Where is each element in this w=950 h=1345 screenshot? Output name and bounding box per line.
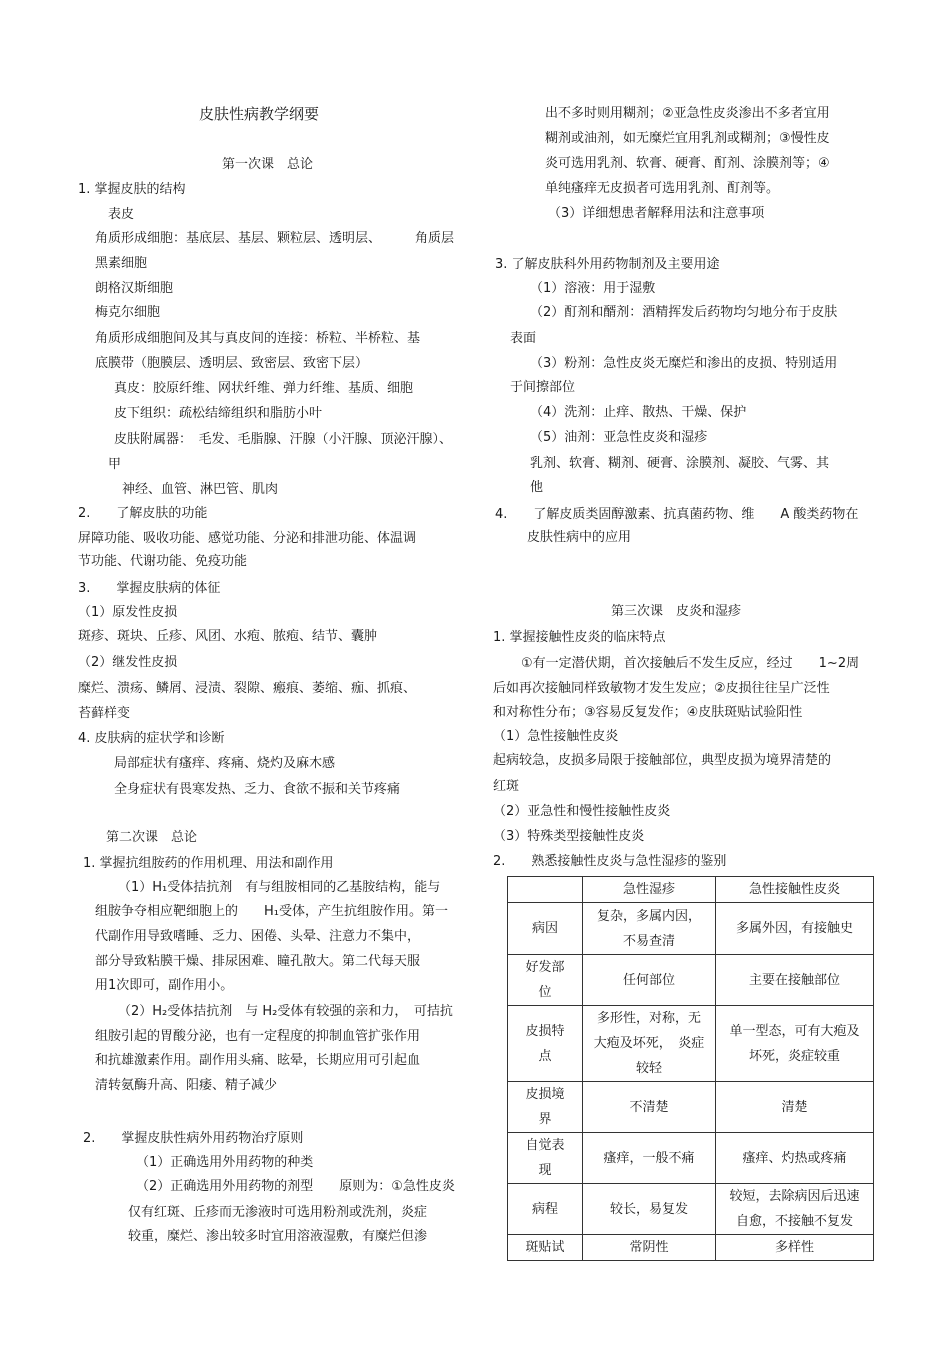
text-line: 3. 了解皮肤科外用药物制剂及主要用途 bbox=[495, 257, 720, 272]
text-line: 2. 熟悉接触性皮炎与急性湿疹的鉴别 bbox=[493, 854, 727, 869]
text-line: 1. 掌握皮肤的结构 bbox=[78, 182, 186, 197]
text-line: 斑疹、斑块、丘疹、风团、水疱、脓疱、结节、囊肿 bbox=[78, 629, 378, 644]
text-line: （2）亚急性和慢性接触性皮炎 bbox=[493, 804, 671, 819]
section-heading: 第一次课 总论 bbox=[222, 157, 314, 172]
text-line: 角质形成细胞：基底层、基层、颗粒层、透明层、 bbox=[95, 231, 382, 246]
table-cell: 复杂，多属内因， 不易查清 bbox=[583, 903, 716, 955]
text-line: 梅克尔细胞 bbox=[95, 305, 161, 320]
table-cell: 不清楚 bbox=[583, 1082, 716, 1133]
text-line: （1）急性接触性皮炎 bbox=[493, 729, 619, 744]
text-line: 皮肤附属器： 毛发、毛脂腺、汗腺（小汗腺、顶泌汗腺）、 bbox=[114, 432, 453, 447]
text-line: 角质层 bbox=[415, 231, 455, 246]
text-line: 较重，糜烂、渗出较多时宜用溶液湿敷，有糜烂但渗 bbox=[128, 1229, 428, 1244]
table-cell: 单一型态，可有大疱及 坏死，炎症较重 bbox=[716, 1006, 874, 1082]
text-line: （3）详细想患者解释用法和注意事项 bbox=[548, 206, 765, 221]
table-cell: 瘙痒、灼热或疼痛 bbox=[716, 1133, 874, 1184]
text-line: 出不多时则用糊剂；②亚急性皮炎渗出不多者宜用 bbox=[545, 106, 830, 121]
table-row bbox=[508, 1184, 874, 1235]
table-row-label: 病因 bbox=[508, 903, 583, 955]
text-line: （1）正确选用外用药物的种类 bbox=[136, 1155, 314, 1170]
text-line: （2）H₂受体拮抗剂 与 H₂受体有较强的亲和力， 可拮抗 bbox=[118, 1004, 453, 1019]
table-row bbox=[508, 955, 874, 1006]
text-line: （1）溶液：用于湿敷 bbox=[530, 281, 656, 296]
table-cell: 多样性 bbox=[716, 1235, 874, 1261]
text-line: 节功能、代谢功能、免疫功能 bbox=[78, 554, 248, 569]
text-line: （3）特殊类型接触性皮炎 bbox=[493, 829, 645, 844]
text-line: 后如再次接触同样致敏物才发生发应；②皮损往往呈广泛性 bbox=[493, 681, 830, 696]
table-row-label: 自觉表 现 bbox=[508, 1133, 583, 1184]
text-line: 乳剂、软膏、糊剂、硬膏、涂膜剂、凝胶、气雾、其 bbox=[530, 456, 830, 471]
table-cell: 较短，去除病因后迅速 自愈，不接触不复发 bbox=[716, 1184, 874, 1235]
text-line: 底膜带（胞膜层、透明层、致密层、致密下层） bbox=[95, 356, 369, 371]
text-line: （5）油剂：亚急性皮炎和湿疹 bbox=[530, 430, 708, 445]
text-line: 表皮 bbox=[108, 207, 135, 222]
text-line: 神经、血管、淋巴管、肌肉 bbox=[122, 482, 279, 497]
text-line: 苔藓样变 bbox=[78, 706, 131, 721]
text-line: 于间擦部位 bbox=[510, 380, 576, 395]
table-row-label: 皮损境 界 bbox=[508, 1082, 583, 1133]
text-line: 皮肤性病中的应用 bbox=[527, 530, 632, 545]
text-line: 仅有红斑、丘疹而无渗液时可选用粉剂或洗剂，炎症 bbox=[128, 1205, 428, 1220]
text-line: 黑素细胞 bbox=[95, 256, 148, 271]
text-line: 4. 皮肤病的症状学和诊断 bbox=[78, 731, 225, 746]
text-line: 1. 掌握接触性皮炎的临床特点 bbox=[493, 630, 666, 645]
text-line: 红斑 bbox=[493, 779, 520, 794]
section-heading: 第三次课 皮炎和湿疹 bbox=[611, 604, 742, 619]
text-line: （2）继发性皮损 bbox=[78, 655, 178, 670]
table-row bbox=[508, 1235, 874, 1261]
table-row bbox=[508, 1082, 874, 1133]
text-line: 糊剂或油剂，如无糜烂宜用乳剂或糊剂；③慢性皮 bbox=[545, 131, 830, 146]
text-line: 角质形成细胞间及其与真皮间的连接：桥粒、半桥粒、基 bbox=[95, 331, 421, 346]
table-header-cell bbox=[508, 877, 583, 903]
text-line: 单纯瘙痒无皮损者可选用乳剂、酊剂等。 bbox=[545, 181, 780, 196]
text-line: 3. 掌握皮肤病的体征 bbox=[78, 581, 221, 596]
table-cell: 瘙痒，一般不痛 bbox=[583, 1133, 716, 1184]
text-line: 组胺引起的胃酸分泌，也有一定程度的抑制血管扩张作用 bbox=[95, 1029, 421, 1044]
text-line: 起病较急，皮损多局限于接触部位，典型皮损为境界清楚的 bbox=[493, 753, 832, 768]
comparison-table bbox=[507, 876, 874, 1261]
text-line: 表面 bbox=[510, 331, 537, 346]
text-line: 和对称性分布；③容易反复发作；④皮肤斑贴试验阳性 bbox=[493, 705, 803, 720]
table-cell: 多属外因，有接触史 bbox=[716, 903, 874, 955]
text-line: 1. 掌握抗组胺药的作用机理、用法和副作用 bbox=[83, 856, 334, 871]
table-row-label: 斑贴试 bbox=[508, 1235, 583, 1261]
text-line: 2. 了解皮肤的功能 bbox=[78, 506, 208, 521]
text-line: （2）酊剂和醑剂：酒精挥发后药物均匀地分布于皮肤 bbox=[530, 305, 838, 320]
table-header-cell: 急性接触性皮炎 bbox=[716, 877, 874, 903]
table-row-label: 皮损特 点 bbox=[508, 1006, 583, 1082]
document-title: 皮肤性病教学纲要 bbox=[199, 105, 320, 123]
text-line: 组胺争夺相应靶细胞上的 H₁受体，产生抗组胺作用。第一 bbox=[95, 904, 448, 919]
table-row-label: 病程 bbox=[508, 1184, 583, 1235]
table-cell: 主要在接触部位 bbox=[716, 955, 874, 1006]
text-line: ①有一定潜伏期，首次接触后不发生反应，经过 1~2周 bbox=[521, 656, 860, 671]
table-row bbox=[508, 1006, 874, 1082]
text-line: 朗格汉斯细胞 bbox=[95, 281, 174, 296]
text-line: （1）原发性皮损 bbox=[78, 605, 178, 620]
text-line: 和抗雄激素作用。副作用头痛、眩晕，长期应用可引起血 bbox=[95, 1053, 421, 1068]
text-line: 代副作用导致嗜睡、乏力、困倦、头晕、注意力不集中， bbox=[95, 929, 421, 944]
text-line: 清转氨酶升高、阳痿、精子减少 bbox=[95, 1078, 278, 1093]
text-line: 2. 掌握皮肤性病外用药物治疗原则 bbox=[83, 1131, 304, 1146]
table-header-row bbox=[508, 877, 874, 903]
text-line: 糜烂、溃疡、鳞屑、浸渍、裂隙、瘢痕、萎缩、痂、抓痕、 bbox=[78, 681, 417, 696]
table-header-cell: 急性湿疹 bbox=[583, 877, 716, 903]
table-row-label: 好发部 位 bbox=[508, 955, 583, 1006]
table-cell: 较长，易复发 bbox=[583, 1184, 716, 1235]
text-line: 他 bbox=[530, 480, 544, 495]
text-line: （3）粉剂：急性皮炎无糜烂和渗出的皮损、特别适用 bbox=[530, 356, 838, 371]
table-cell: 任何部位 bbox=[583, 955, 716, 1006]
text-line: 用1次即可，副作用小。 bbox=[95, 978, 234, 993]
text-line: 甲 bbox=[108, 457, 122, 472]
text-line: （1）H₁受体拮抗剂 有与组胺相同的乙基胺结构，能与 bbox=[118, 880, 441, 895]
section-heading: 第二次课 总论 bbox=[106, 830, 198, 845]
text-line: 局部症状有瘙痒、疼痛、烧灼及麻木感 bbox=[114, 756, 336, 771]
text-line: （2）正确选用外用药物的剂型 原则为：①急性皮炎 bbox=[136, 1179, 455, 1194]
text-line: （4）洗剂：止痒、散热、干燥、保护 bbox=[530, 405, 747, 420]
table-row bbox=[508, 1133, 874, 1184]
text-line: 部分导致粘膜干燥、排尿困难、瞳孔散大。第二代每天服 bbox=[95, 954, 421, 969]
table-cell: 清楚 bbox=[716, 1082, 874, 1133]
text-line: 皮下组织：疏松结缔组织和脂肪小叶 bbox=[114, 406, 323, 421]
table-row bbox=[508, 903, 874, 955]
text-line: 4. 了解皮质类固醇激素、抗真菌药物、维 A 酸类药物在 bbox=[495, 507, 859, 522]
table-cell: 多形性，对称，无 大疱及坏死， 炎症 较轻 bbox=[583, 1006, 716, 1082]
text-line: 炎可选用乳剂、软膏、硬膏、酊剂、涂膜剂等；④ bbox=[545, 156, 830, 171]
text-line: 屏障功能、吸收功能、感觉功能、分泌和排泄功能、体温调 bbox=[78, 531, 417, 546]
text-line: 全身症状有畏寒发热、乏力、食欲不振和关节疼痛 bbox=[114, 782, 401, 797]
text-line: 真皮：胶原纤维、网状纤维、弹力纤维、基质、细胞 bbox=[114, 381, 414, 396]
table-cell: 常阴性 bbox=[583, 1235, 716, 1261]
